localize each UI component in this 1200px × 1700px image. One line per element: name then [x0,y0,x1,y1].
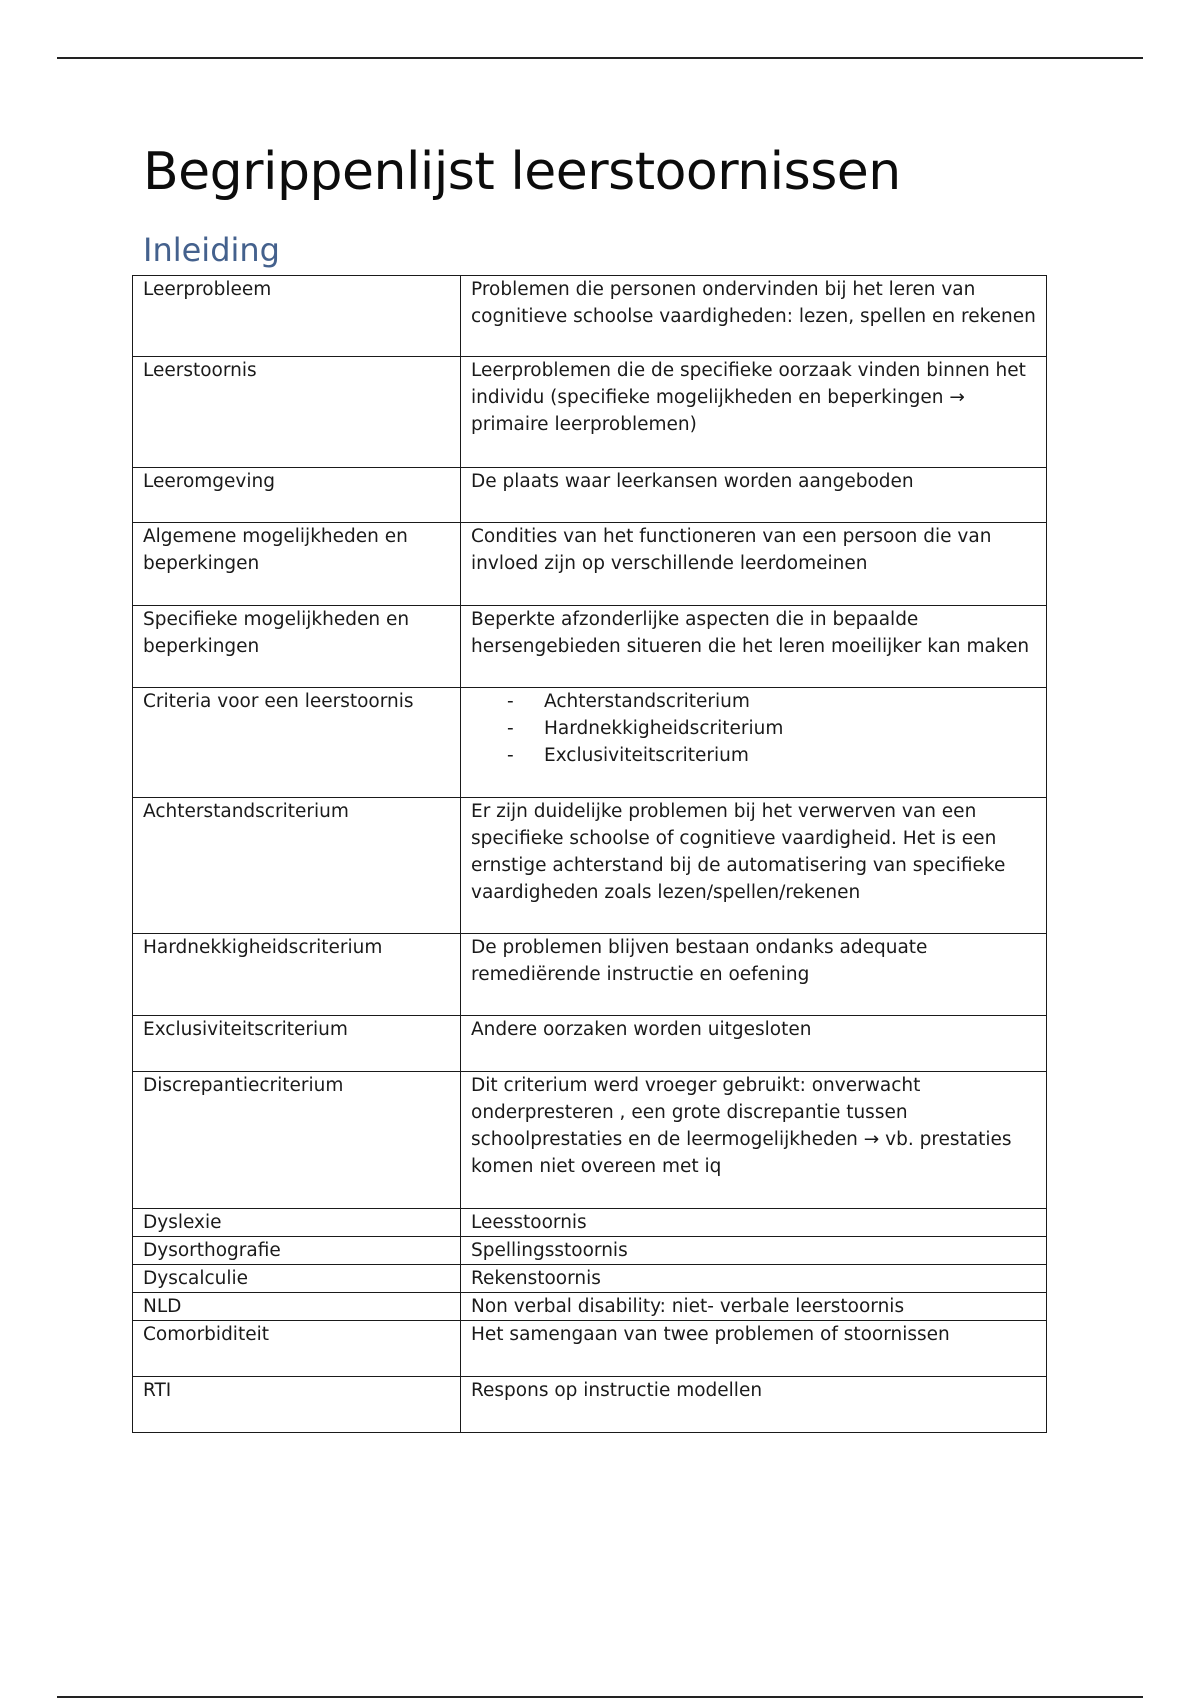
term-cell: Discrepantiecriterium [133,1072,461,1209]
criteria-list-item: - Achterstandscriterium [471,688,1036,715]
term-cell: Achterstandscriterium [133,798,461,934]
definition-cell [461,688,1047,798]
term-cell: NLD [133,1293,461,1321]
term-cell: Criteria voor een leerstoornis [133,688,461,798]
definition-cell: Leerproblemen die de specifieke oorzaak vinden binnen het individu (specifieke mogelijkheden en beperkingen → primaire leerproblemen) [461,357,1047,468]
term-cell: Exclusiviteitscriterium [133,1016,461,1072]
definition-cell: Beperkte afzonderlijke aspecten die in bepaalde hersengebieden situeren die het leren moeilijker kan maken [461,606,1047,688]
term-cell: Algemene mogelijkheden en beperkingen [133,523,461,606]
section-heading: Inleiding [143,231,280,269]
term-cell: Leerstoornis [133,357,461,468]
term-cell: Comorbiditeit [133,1321,461,1377]
definition-cell: Andere oorzaken worden uitgesloten [461,1016,1047,1072]
definition-cell: Respons op instructie modellen [461,1377,1047,1433]
criteria-list [471,688,1036,769]
definition-cell: De problemen blijven bestaan ondanks adequate remediërende instructie en oefening [461,934,1047,1016]
table-row [133,798,1047,934]
table-row [133,276,1047,357]
table-row [133,1072,1047,1209]
definition-cell: Problemen die personen ondervinden bij het leren van cognitieve schoolse vaardigheden: lezen, spellen en rekenen [461,276,1047,357]
definition-cell: De plaats waar leerkansen worden aangeboden [461,468,1047,523]
term-cell: Dysorthografie [133,1237,461,1265]
footer-rule [57,1696,1143,1698]
table-row [133,523,1047,606]
table-row [133,1293,1047,1321]
table-row [133,688,1047,798]
table-row [133,1265,1047,1293]
table-row [133,468,1047,523]
table-row [133,1209,1047,1237]
table-row [133,1016,1047,1072]
header-rule [57,57,1143,59]
term-cell: Specifieke mogelijkheden en beperkingen [133,606,461,688]
definition-cell: Non verbal disability: niet- verbale leerstoornis [461,1293,1047,1321]
criteria-list-item: - Exclusiviteitscriterium [471,742,1036,769]
definition-cell: Dit criterium werd vroeger gebruikt: onverwacht onderpresteren , een grote discrepantie tussen schoolprestaties en de leermogelijkheden → vb. prestaties komen niet overeen met iq [461,1072,1047,1209]
definition-cell: Het samengaan van twee problemen of stoornissen [461,1321,1047,1377]
term-cell: Dyslexie [133,1209,461,1237]
term-cell: Hardnekkigheidscriterium [133,934,461,1016]
table-row [133,357,1047,468]
term-cell: RTI [133,1377,461,1433]
table-row [133,1237,1047,1265]
definition-cell: Leesstoornis [461,1209,1047,1237]
term-cell: Dyscalculie [133,1265,461,1293]
table-row [133,934,1047,1016]
definition-cell: Spellingsstoornis [461,1237,1047,1265]
definition-cell: Er zijn duidelijke problemen bij het verwerven van een specifieke schoolse of cognitieve vaardigheid. Het is een ernstige achterstand bij de automatisering van specifieke vaardigheden zoals lezen/spellen/rekenen [461,798,1047,934]
criteria-list-item: - Hardnekkigheidscriterium [471,715,1036,742]
table-row [133,1377,1047,1433]
table-row [133,606,1047,688]
table-row [133,1321,1047,1377]
document-title: Begrippenlijst leerstoornissen [143,142,901,202]
definition-cell: Condities van het functioneren van een persoon die van invloed zijn op verschillende leerdomeinen [461,523,1047,606]
glossary-table [132,275,1047,1433]
term-cell: Leerprobleem [133,276,461,357]
term-cell: Leeromgeving [133,468,461,523]
definition-cell: Rekenstoornis [461,1265,1047,1293]
